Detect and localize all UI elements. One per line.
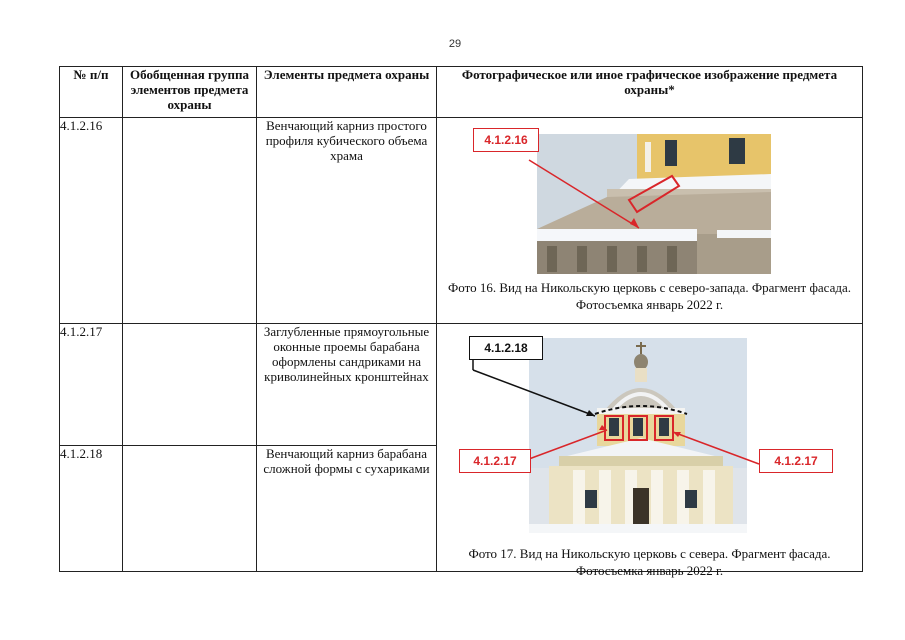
- table-row: [60, 324, 863, 446]
- row-element: Венчающий карниз барабана сложной формы с сухариками: [257, 446, 437, 572]
- row-element: Венчающий карниз простого профиля кубического объема храма: [257, 118, 437, 324]
- photo-16-arrow: [527, 158, 647, 238]
- protection-elements-table: [59, 66, 863, 578]
- header-number: № п/п: [60, 67, 123, 118]
- photo-17-label-windows-left: 4.1.2.17: [459, 449, 531, 473]
- photo-16-caption: Фото 16. Вид на Никольскую церковь с северо-запада. Фрагмент фасада. Фотосъемка январь 2022 г.: [448, 280, 851, 312]
- header-elements: Элементы предмета охраны: [257, 67, 437, 118]
- photo-16-cell: [437, 118, 863, 324]
- row-group: [123, 324, 257, 446]
- photo-17-label-windows-right: 4.1.2.17: [759, 449, 833, 473]
- row-number: 4.1.2.17: [60, 324, 123, 446]
- table-row: [60, 118, 863, 324]
- row-number: 4.1.2.18: [60, 446, 123, 572]
- row-element: Заглубленные прямоугольные оконные проемы барабана оформлены сандриками на криволинейных кронштейнах: [257, 324, 437, 446]
- photo-17-cell: [437, 324, 863, 578]
- header-image: Фотографическое или иное графическое изображение предмета охраны*: [437, 67, 863, 118]
- row-number: 4.1.2.16: [60, 118, 123, 324]
- photo-17-label-cornice: 4.1.2.18: [469, 336, 543, 360]
- row-group: [123, 118, 257, 324]
- photo-16-label: 4.1.2.16: [473, 128, 539, 152]
- row-group: [123, 446, 257, 572]
- header-group: Обобщенная группа элементов предмета охраны: [123, 67, 257, 118]
- photo-17-caption: Фото 17. Вид на Никольскую церковь с севера. Фрагмент фасада. Фотосъемка январь 2022 г.: [468, 546, 831, 578]
- table-header-row: [60, 67, 863, 118]
- page-number: 29: [448, 38, 462, 50]
